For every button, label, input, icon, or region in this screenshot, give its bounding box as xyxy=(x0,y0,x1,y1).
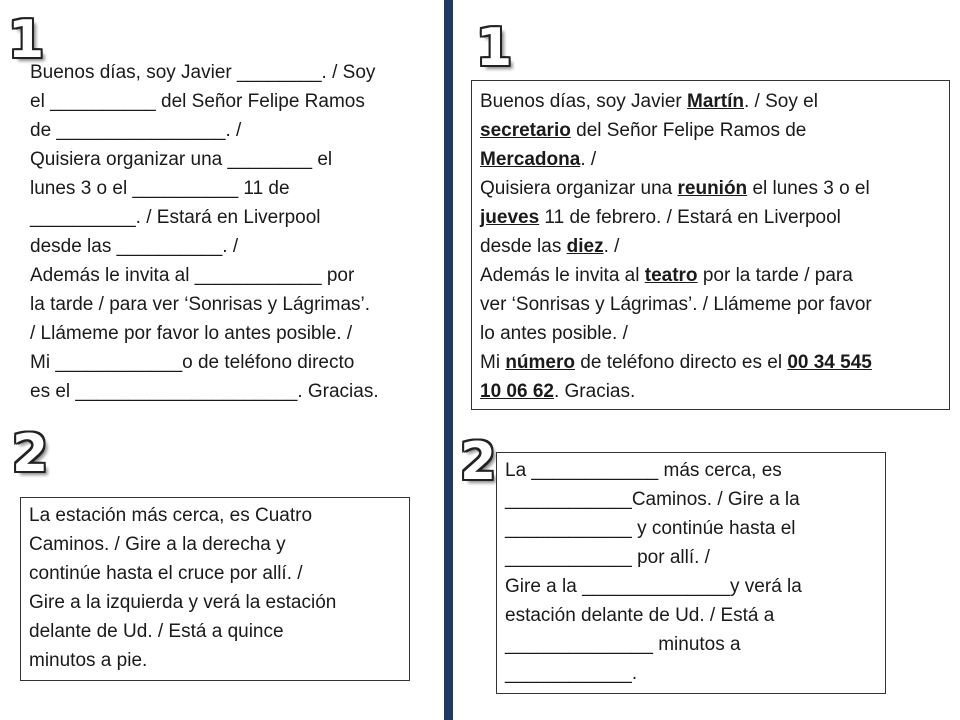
text-line xyxy=(480,232,945,261)
blank-line: ____________ xyxy=(505,547,632,568)
text-segment: más cerca, es xyxy=(658,460,782,481)
text-line xyxy=(29,530,404,559)
text-segment: por xyxy=(321,265,355,286)
text-segment: es el xyxy=(30,381,76,402)
answer-word: Mercadona xyxy=(480,149,581,170)
text-segment: Gire a la izquierda y verá la estación xyxy=(29,592,337,613)
blank-line: __________ xyxy=(132,178,239,199)
text-segment: la tarde / para ver ‘Sonrisas y Lágrimas’. xyxy=(30,294,371,315)
text-line xyxy=(30,145,430,174)
text-segment: del Señor Felipe Ramos xyxy=(155,91,365,112)
section-number-1-left: 1 xyxy=(8,10,45,70)
text-segment: Gire a la xyxy=(505,576,583,597)
section-number-1-right: 1 xyxy=(476,18,513,78)
text-line xyxy=(29,646,404,675)
text-line xyxy=(30,58,430,87)
text-line xyxy=(505,659,880,688)
text-segment: Además le invita al xyxy=(30,265,195,286)
text-segment: continúe hasta el cruce por allí. / xyxy=(29,563,303,584)
text-line xyxy=(480,116,945,145)
text-segment: por allí. / xyxy=(631,547,710,568)
text-segment: . / xyxy=(225,120,242,141)
blank-line: ____________ xyxy=(531,460,659,481)
text-line xyxy=(505,601,880,630)
answer-word: número xyxy=(505,352,576,373)
text-segment: el lunes 3 o el xyxy=(747,178,870,199)
text-segment: de teléfono directo es el xyxy=(575,352,788,373)
exercise-2-cloze-box xyxy=(496,452,886,694)
answer-word: 00 34 545 xyxy=(787,352,872,373)
text-segment: de xyxy=(30,120,57,141)
text-line xyxy=(505,572,880,601)
blank-line: ________ xyxy=(237,62,322,83)
blank-line: __________ xyxy=(30,207,136,228)
text-segment: el xyxy=(312,149,333,170)
exercise-1-cloze-text xyxy=(30,58,430,406)
text-segment: Buenos días, soy Javier xyxy=(480,91,687,112)
text-segment: / Llámeme por favor lo antes posible. / xyxy=(30,323,353,344)
answer-word: 10 06 62 xyxy=(480,381,554,402)
text-line xyxy=(30,174,430,203)
text-segment: o de teléfono directo xyxy=(182,352,355,373)
text-segment: y continúe hasta el xyxy=(631,518,796,539)
text-segment: Caminos. / Gire a la derecha y xyxy=(29,534,286,555)
text-segment: Además le invita al xyxy=(480,265,645,286)
blank-line: ____________ xyxy=(505,489,632,510)
answer-word: reunión xyxy=(677,178,748,199)
text-line xyxy=(30,348,430,377)
exercise-2-text-box xyxy=(20,497,410,681)
text-line xyxy=(30,319,430,348)
text-line xyxy=(30,261,430,290)
blank-line: ________________ xyxy=(56,120,226,141)
text-line xyxy=(29,501,404,530)
text-line xyxy=(505,514,880,543)
text-segment: . / Soy el xyxy=(744,91,818,112)
text-line xyxy=(30,203,430,232)
text-segment: y verá la xyxy=(730,576,802,597)
text-segment: ver ‘Sonrisas y Lágrimas’. / Llámeme por favor xyxy=(480,294,872,315)
blank-line: ____________ xyxy=(505,663,632,684)
blank-line: ________ xyxy=(227,149,313,170)
text-line xyxy=(480,87,945,116)
exercise-2-text xyxy=(29,501,404,675)
text-segment: desde las xyxy=(480,236,567,257)
text-segment: Caminos. / Gire a la xyxy=(631,489,800,510)
blank-line: ____________ xyxy=(55,352,183,373)
blank-line: ______________ xyxy=(505,634,653,655)
text-segment: minutos a pie. xyxy=(29,650,148,671)
text-segment: delante de Ud. / Está a quince xyxy=(29,621,284,642)
answer-word: diez xyxy=(566,236,604,257)
text-line xyxy=(505,456,880,485)
blank-line: ______________ xyxy=(582,576,731,597)
text-segment: Quisiera organizar una xyxy=(30,149,228,170)
text-line xyxy=(29,617,404,646)
text-segment: La estación más cerca, es Cuatro xyxy=(29,505,313,526)
text-segment: La xyxy=(505,460,532,481)
answer-word: secretario xyxy=(480,120,571,141)
answer-word: jueves xyxy=(480,207,540,228)
answer-word: teatro xyxy=(644,265,698,286)
text-segment: . / xyxy=(603,236,620,257)
text-segment: . / Soy xyxy=(321,62,376,83)
answer-word: Martín xyxy=(687,91,744,112)
text-segment: lo antes posible. / xyxy=(480,323,628,344)
exercise-1-answer-box xyxy=(471,80,950,410)
text-line xyxy=(480,348,945,377)
text-segment: . / xyxy=(580,149,597,170)
exercise-1-answer-text xyxy=(480,87,945,406)
text-segment: Quisiera organizar una xyxy=(480,178,678,199)
text-segment: 11 de febrero. / Estará en Liverpool xyxy=(539,207,841,228)
text-segment: Mi xyxy=(480,352,506,373)
blank-line: __________ xyxy=(116,236,223,257)
text-line xyxy=(30,377,430,406)
text-line xyxy=(480,174,945,203)
text-segment: estación delante de Ud. / Está a xyxy=(505,605,775,626)
text-line xyxy=(30,290,430,319)
text-line xyxy=(29,559,404,588)
text-segment: Mi xyxy=(30,352,56,373)
text-segment: del Señor Felipe Ramos de xyxy=(570,120,807,141)
blank-line: ____________ xyxy=(505,518,632,539)
text-line xyxy=(30,116,430,145)
text-segment: minutos a xyxy=(652,634,741,655)
text-line xyxy=(480,145,945,174)
text-segment: Buenos días, soy Javier xyxy=(30,62,237,83)
text-line xyxy=(29,588,404,617)
text-segment: . xyxy=(631,663,638,684)
text-line xyxy=(480,261,945,290)
text-segment: 11 de xyxy=(238,178,290,199)
text-line xyxy=(30,87,430,116)
text-segment: . / xyxy=(222,236,239,257)
text-line xyxy=(505,543,880,572)
text-segment: . Gracias. xyxy=(553,381,636,402)
blank-line: __________ xyxy=(50,91,156,112)
text-line xyxy=(480,290,945,319)
text-segment: . Gracias. xyxy=(297,381,379,402)
text-segment: el xyxy=(30,91,51,112)
section-number-2-right: 2 xyxy=(460,432,497,492)
center-divider xyxy=(444,0,453,720)
section-number-2-left: 2 xyxy=(12,424,49,484)
text-line xyxy=(480,319,945,348)
text-segment: lunes 3 o el xyxy=(30,178,133,199)
exercise-2-cloze-text xyxy=(505,456,880,688)
text-line xyxy=(505,630,880,659)
text-line xyxy=(30,232,430,261)
text-segment: por la tarde / para xyxy=(697,265,853,286)
blank-line: _____________________ xyxy=(75,381,298,402)
text-line xyxy=(505,485,880,514)
text-line xyxy=(480,203,945,232)
blank-line: ____________ xyxy=(194,265,322,286)
text-segment: . / Estará en Liverpool xyxy=(135,207,321,228)
text-line xyxy=(480,377,945,406)
text-segment: desde las xyxy=(30,236,117,257)
